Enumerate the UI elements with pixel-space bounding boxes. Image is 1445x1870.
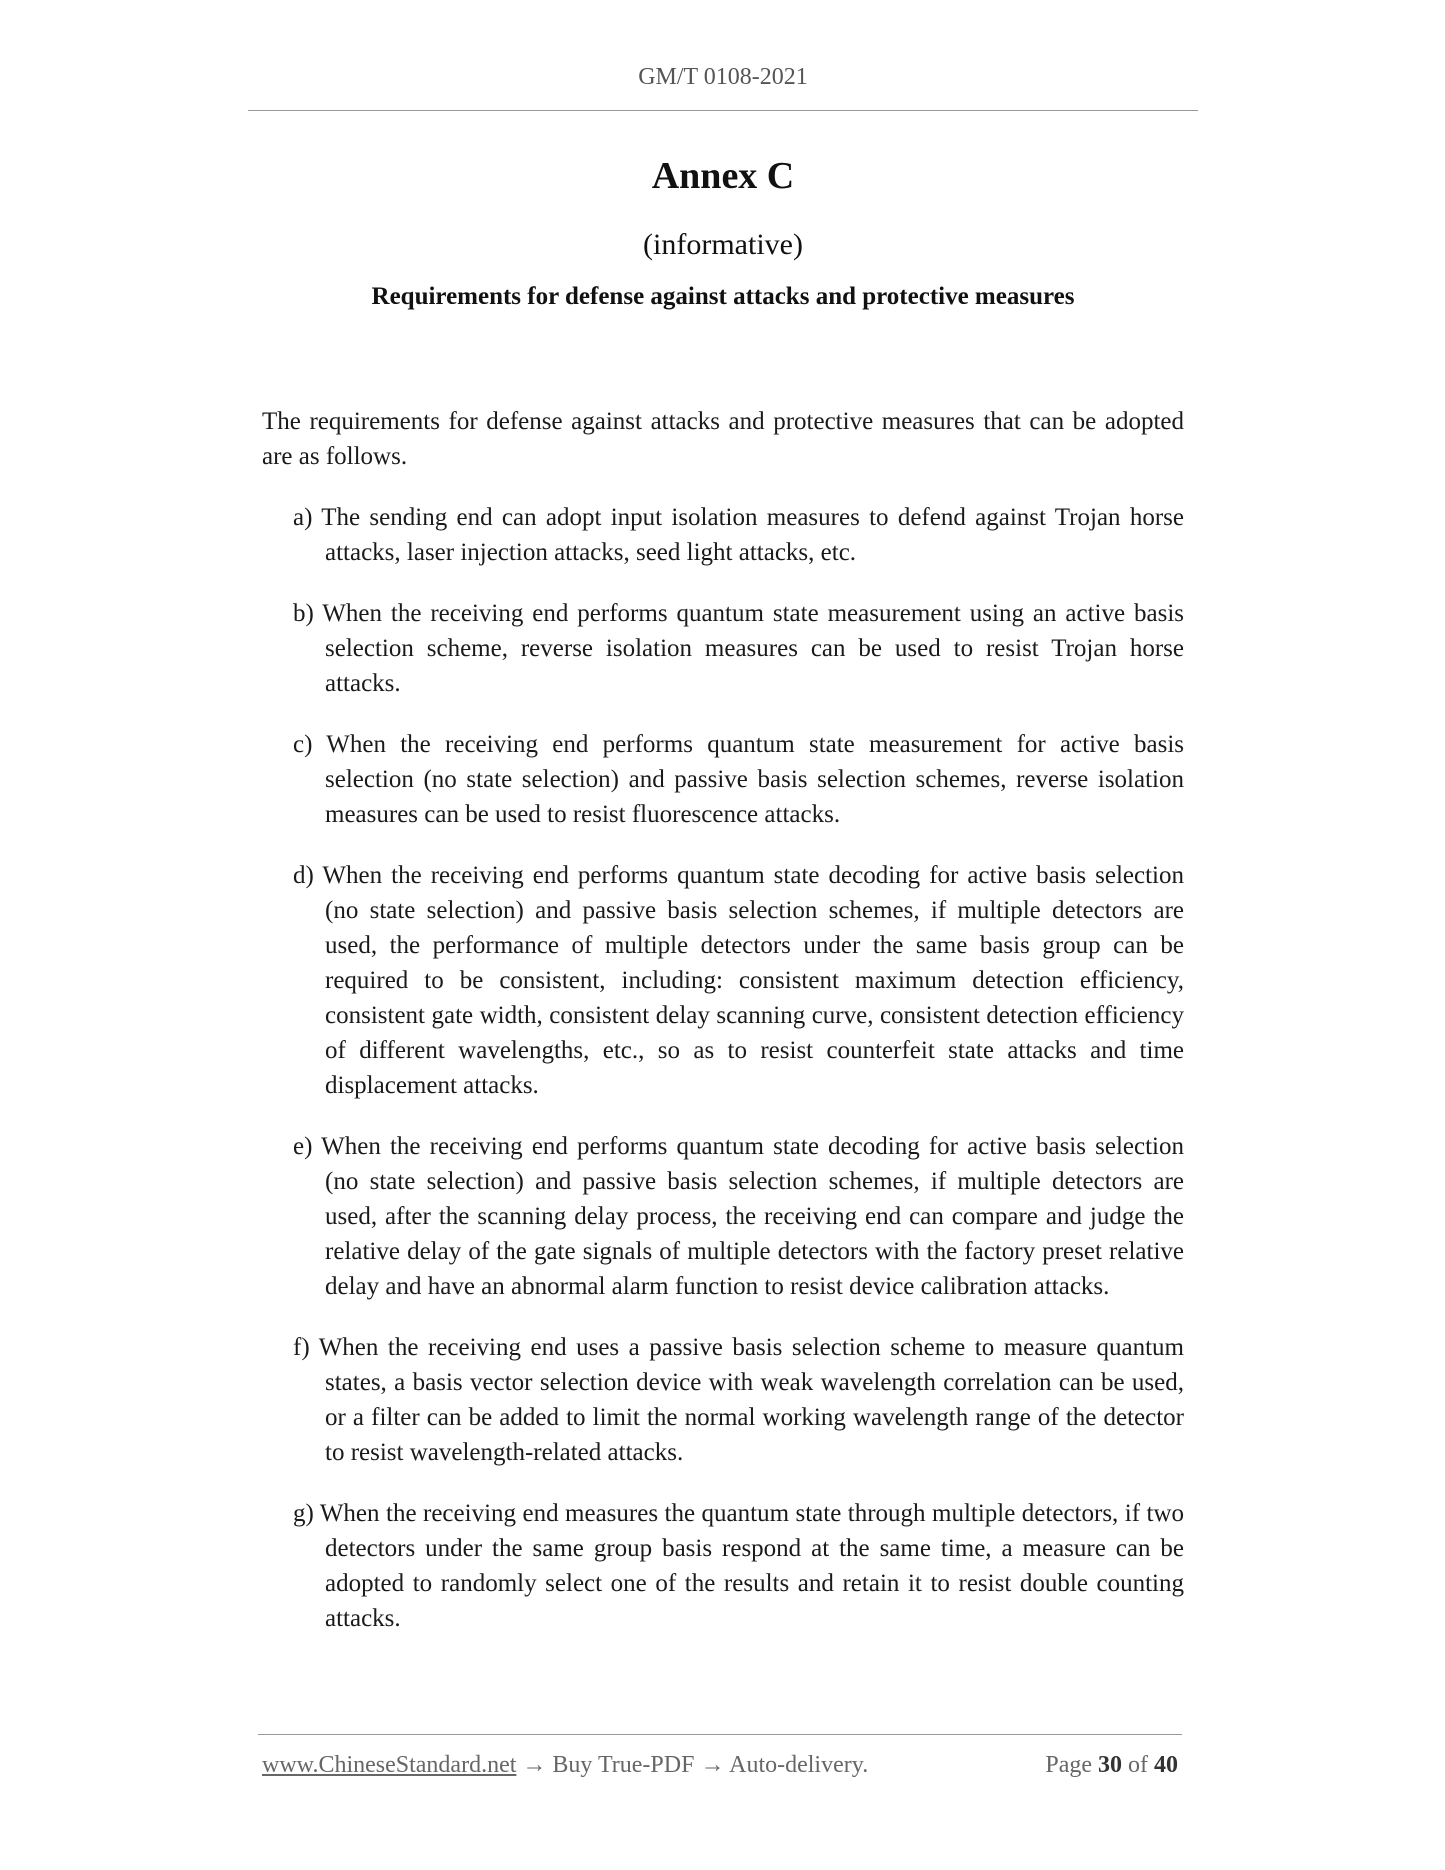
- of-label: of: [1128, 1752, 1148, 1778]
- page-label: Page: [1045, 1752, 1092, 1778]
- total-pages: 40: [1154, 1752, 1178, 1778]
- annex-heading: Requirements for defense against attacks and protective measures: [371, 283, 1075, 310]
- footer-promo-text: → Buy True-PDF → Auto-delivery.: [516, 1752, 869, 1778]
- annex-subtitle: (informative): [643, 228, 803, 261]
- requirement-item-d: d) When the receiving end performs quantum state decoding for active basis selection (no state selection) and passive basis selection schemes, if multiple detectors are used, the performance of multiple detectors under the same basis group can be required to be consistent, including: consistent maximum detection efficiency, consistent gate width, consistent delay scanning curve, consistent detection efficiency of different wavelengths, etc., so as to resist counterfeit state attacks and time displacement attacks.: [293, 862, 1184, 1099]
- document-body: [262, 404, 1184, 1662]
- requirement-item-c: c) When the receiving end performs quantum state measurement for active basis selection (no state selection) and passive basis selection schemes, reverse isolation measures can be used to resist fluorescence attacks.: [293, 731, 1184, 828]
- requirement-item-a: a) The sending end can adopt input isolation measures to defend against Trojan horse attacks, laser injection attacks, seed light attacks, etc.: [293, 504, 1184, 566]
- requirements-list: [262, 500, 1184, 1636]
- annex-title: Annex C: [651, 155, 795, 197]
- page-header-standard-code: GM/T 0108-2021: [638, 64, 808, 90]
- site-link[interactable]: www.ChineseStandard.net: [262, 1752, 517, 1778]
- requirement-item-b: b) When the receiving end performs quantum state measurement using an active basis selection scheme, reverse isolation measures can be used to resist Trojan horse attacks.: [293, 600, 1184, 697]
- page-number: [1045, 1752, 1178, 1779]
- footer-divider: [258, 1734, 1182, 1735]
- intro-paragraph: The requirements for defense against attacks and protective measures that can be adopted are as follows.: [262, 408, 1184, 470]
- requirement-item-f: f) When the receiving end uses a passive basis selection scheme to measure quantum states, a basis vector selection device with weak wavelength correlation can be used, or a filter can be added to limit the normal working wavelength range of the detector to resist wavelength-related attacks.: [293, 1334, 1184, 1466]
- current-page: 30: [1098, 1752, 1122, 1778]
- footer-promo: [262, 1752, 868, 1779]
- header-divider: [248, 110, 1198, 111]
- requirement-item-e: e) When the receiving end performs quantum state decoding for active basis selection (no state selection) and passive basis selection schemes, if multiple detectors are used, after the scanning delay process, the receiving end can compare and judge the relative delay of the gate signals of multiple detectors with the factory preset relative delay and have an abnormal alarm function to resist device calibration attacks.: [293, 1133, 1184, 1300]
- requirement-item-g: g) When the receiving end measures the quantum state through multiple detectors, if two detectors under the same group basis respond at the same time, a measure can be adopted to randomly select one of the results and retain it to resist double counting attacks.: [293, 1500, 1184, 1632]
